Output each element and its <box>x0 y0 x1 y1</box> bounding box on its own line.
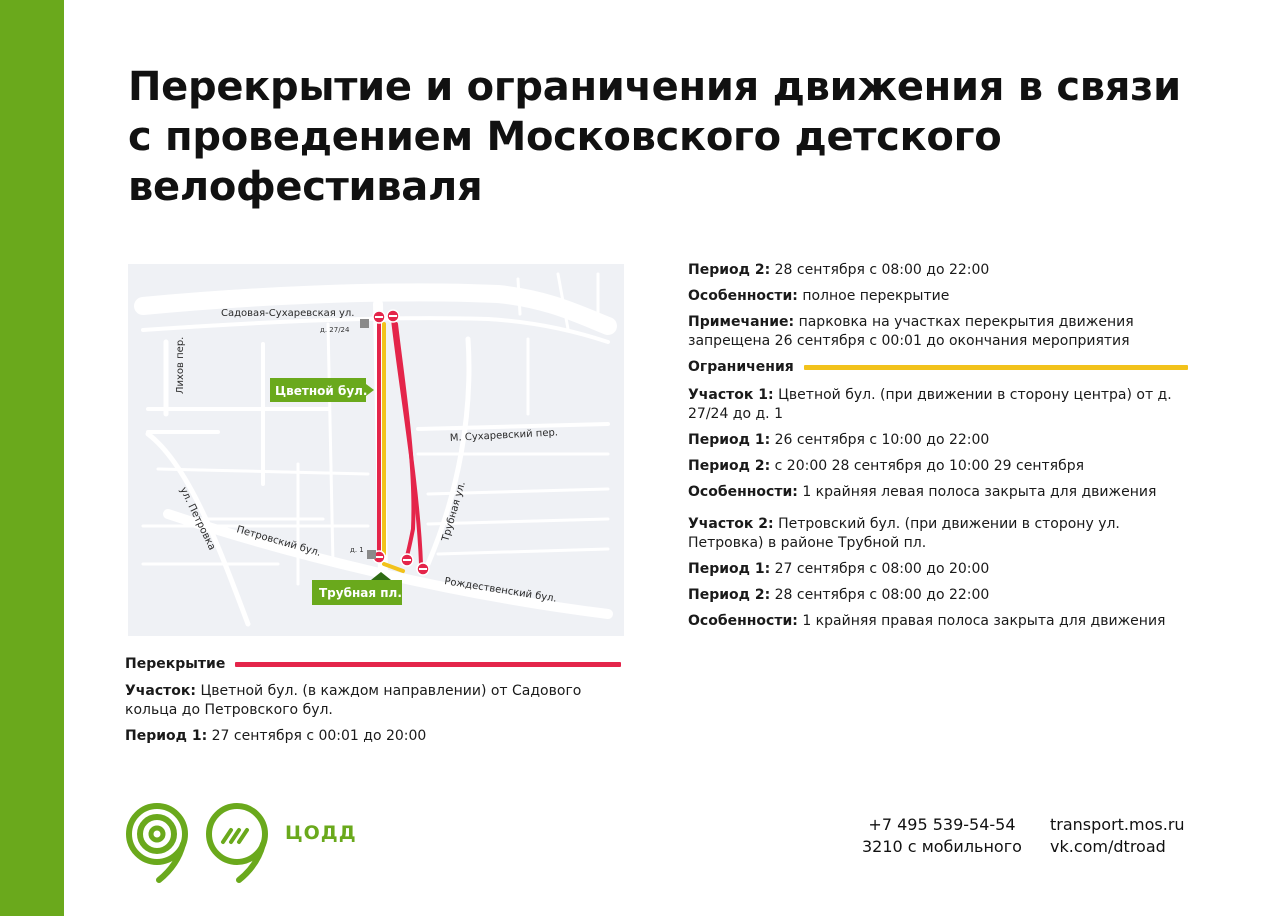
section-2-features: Особенности: 1 крайняя правая полоса закрыта для движения <box>688 613 1166 629</box>
closure-heading: Перекрытие <box>125 656 621 672</box>
house-marker <box>367 550 376 559</box>
closure-period-2: Период 2: 28 сентября с 08:00 до 22:00 <box>688 262 990 278</box>
svg-text:Цветной бул.: Цветной бул. <box>275 384 368 398</box>
street-label-likhov: Лихов пер. <box>175 336 186 394</box>
section-2-period-1: Период 1: 27 сентября с 08:00 до 20:00 <box>688 561 990 577</box>
house-label-1: д. 1 <box>350 546 364 554</box>
restriction-legend-line <box>804 365 1188 370</box>
page-title: Перекрытие и ограничения движения в связи с проведением Московского детского велофестиваля <box>128 64 1181 210</box>
closure-section: Участок: Цветной бул. (в каждом направлении) от Садового кольца до Петровского бул. <box>125 683 582 718</box>
section-1-period-2: Период 2: с 20:00 28 сентября до 10:00 29 сентября <box>688 458 1085 474</box>
section-2: Участок 2: Петровский бул. (при движении в сторону ул. Петровка) в районе Трубной пл. <box>688 516 1120 551</box>
codd-wordmark: ЦОДД <box>285 822 357 844</box>
footer-logos <box>125 800 275 884</box>
street-label-sadovaya: Садовая-Сухаревская ул. <box>221 308 355 319</box>
web-contacts <box>1050 814 1185 858</box>
house-marker <box>360 319 369 328</box>
website-link[interactable]: transport.mos.ru <box>1050 815 1185 834</box>
left-info-column <box>125 682 625 753</box>
street-label-petrovka: ул. Петровка <box>177 485 218 553</box>
svg-text:Трубная пл.: Трубная пл. <box>319 586 402 600</box>
tag-tsvetnoy <box>270 378 374 402</box>
closure-note: Примечание: парковка на участках перекрытия движения запрещена 26 сентября с 00:01 до окончания мероприятия <box>688 314 1134 349</box>
house-label-2724: д. 27/24 <box>320 326 350 334</box>
restrictions-heading: Ограничения <box>688 358 1188 377</box>
route-map <box>128 264 624 636</box>
no-entry-icon <box>373 311 385 323</box>
mobile-short-number[interactable]: 3210 с мобильного <box>862 837 1022 856</box>
no-entry-icon <box>417 563 429 575</box>
phone-contacts <box>862 814 1022 858</box>
section-1: Участок 1: Цветной бул. (при движении в сторону центра) от д. 27/24 до д. 1 <box>688 387 1172 422</box>
street-label-trubnaya-st: Трубная ул. <box>440 480 468 543</box>
closure-legend-line <box>235 662 621 667</box>
section-1-period-1: Период 1: 26 сентября с 10:00 до 22:00 <box>688 432 990 448</box>
street-network <box>143 274 608 624</box>
right-info-column <box>688 261 1188 638</box>
moscow-transport-logo-icon <box>129 806 185 880</box>
brand-side-bar <box>0 0 64 916</box>
phone-number[interactable]: +7 495 539-54-54 <box>868 815 1016 834</box>
street-label-petrovsky: Петровский бул. <box>235 524 323 559</box>
vk-link[interactable]: vk.com/dtroad <box>1050 837 1166 856</box>
closure-period-1: Период 1: 27 сентября с 00:01 до 20:00 <box>125 728 427 744</box>
street-label-rozhdestvensky: Рождественский бул. <box>443 576 558 605</box>
closure-features: Особенности: полное перекрытие <box>688 288 950 304</box>
codd-logo-icon <box>209 806 265 880</box>
section-1-features: Особенности: 1 крайняя левая полоса закрыта для движения <box>688 484 1157 500</box>
street-label-m-sukharevsky: М. Сухаревский пер. <box>449 427 559 444</box>
section-2-period-2: Период 2: 28 сентября с 08:00 до 22:00 <box>688 587 990 603</box>
no-entry-icon <box>401 554 413 566</box>
no-entry-icon <box>387 310 399 322</box>
